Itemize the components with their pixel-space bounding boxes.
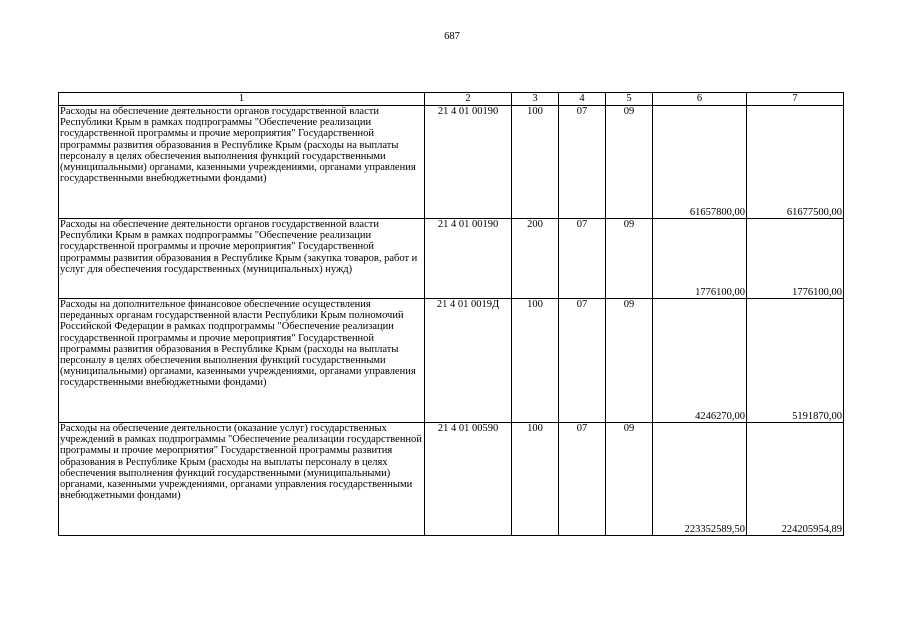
- row-subsection: 09: [606, 299, 653, 423]
- table-row: [59, 106, 844, 219]
- row-target-code: 21 4 01 0019Д: [425, 299, 512, 423]
- row-amount-1: 1776100,00: [653, 219, 747, 299]
- row-target-code: 21 4 01 00190: [425, 106, 512, 219]
- row-amount-2: 1776100,00: [747, 219, 844, 299]
- budget-table: [58, 92, 844, 536]
- row-amount-2: 224205954,89: [747, 423, 844, 536]
- row-subsection: 09: [606, 219, 653, 299]
- column-header-7: 7: [747, 93, 844, 106]
- column-header-3: 3: [512, 93, 559, 106]
- row-amount-1: 223352589,50: [653, 423, 747, 536]
- table-row: [59, 423, 844, 536]
- row-subsection: 09: [606, 423, 653, 536]
- column-header-6: 6: [653, 93, 747, 106]
- row-expense-type: 100: [512, 299, 559, 423]
- row-target-code: 21 4 01 00590: [425, 423, 512, 536]
- row-description: Расходы на дополнительное финансовое обеспечение осуществления переданных органам государственной власти Республики Крым полномочий Российской Федерации в рамках подпрограммы "Обеспечение реализации государственной программы и прочие мероприятия" Государственной программы развития образования в Республике Крым (расходы на выплаты персоналу в целях обеспечения выполнения функций государственными (муниципальными) органами, казенными учреждениями, органами управления государственными внебюджетными фондами): [59, 299, 425, 423]
- row-amount-2: 5191870,00: [747, 299, 844, 423]
- column-header-5: 5: [606, 93, 653, 106]
- row-expense-type: 100: [512, 106, 559, 219]
- row-amount-1: 61657800,00: [653, 106, 747, 219]
- column-header-1: 1: [59, 93, 425, 106]
- row-description: Расходы на обеспечение деятельности (оказание услуг) государственных учреждений в рамках подпрограммы "Обеспечение реализации государственной программы и прочие мероприятия" Государственной программы развития образования в Республике Крым (расходы на выплаты персоналу в целях обеспечения выполнения функций государственными (муниципальными) органами, казенными учреждениями, органами управления государственными внебюджетными фондами): [59, 423, 425, 536]
- row-subsection: 09: [606, 106, 653, 219]
- page-number: 687: [444, 31, 460, 42]
- table-header-row: [59, 93, 844, 106]
- row-section: 07: [559, 219, 606, 299]
- row-section: 07: [559, 423, 606, 536]
- row-description: Расходы на обеспечение деятельности органов государственной власти Республики Крым в рамках подпрограммы "Обеспечение реализации государственной программы и прочие мероприятия" Государственной программы развития образования в Республике Крым (расходы на выплаты персоналу в целях обеспечения выполнения функций государственными (муниципальными) органами, казенными учреждениями, органами управления государственными внебюджетными фондами): [59, 106, 425, 219]
- row-target-code: 21 4 01 00190: [425, 219, 512, 299]
- column-header-2: 2: [425, 93, 512, 106]
- row-section: 07: [559, 299, 606, 423]
- row-expense-type: 100: [512, 423, 559, 536]
- table-row: [59, 219, 844, 299]
- column-header-4: 4: [559, 93, 606, 106]
- row-amount-1: 4246270,00: [653, 299, 747, 423]
- row-expense-type: 200: [512, 219, 559, 299]
- row-section: 07: [559, 106, 606, 219]
- row-description: Расходы на обеспечение деятельности органов государственной власти Республики Крым в рамках подпрограммы "Обеспечение реализации государственной программы и прочие мероприятия" Государственной программы развития образования в Республике Крым (закупка товаров, работ и услуг для обеспечения государственных (муниципальных) нужд): [59, 219, 425, 299]
- row-amount-2: 61677500,00: [747, 106, 844, 219]
- table-row: [59, 299, 844, 423]
